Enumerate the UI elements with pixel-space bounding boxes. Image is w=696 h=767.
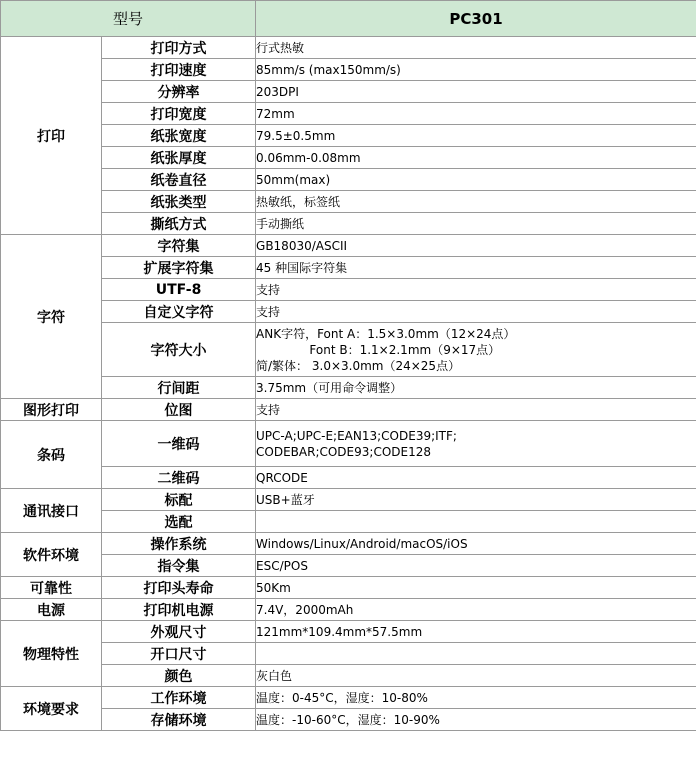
- table-row: [1, 169, 696, 191]
- spec-item: 存储环境: [102, 709, 256, 731]
- spec-value: 支持: [256, 279, 696, 301]
- spec-value: 行式热敏: [256, 37, 696, 59]
- category-chars: 字符: [1, 235, 102, 399]
- header-row: [1, 1, 696, 37]
- spec-item: 二维码: [102, 467, 256, 489]
- spec-item: 分辨率: [102, 81, 256, 103]
- spec-value: 50Km: [256, 577, 696, 599]
- spec-item: 指令集: [102, 555, 256, 577]
- spec-value: 121mm*109.4mm*57.5mm: [256, 621, 696, 643]
- table-row: [1, 191, 696, 213]
- spec-item: 自定义字符: [102, 301, 256, 323]
- category-graphics: 图形打印: [1, 399, 102, 421]
- spec-value: 热敏纸，标签纸: [256, 191, 696, 213]
- spec-value: [256, 643, 696, 665]
- spec-item: 颜色: [102, 665, 256, 687]
- spec-item: 字符集: [102, 235, 256, 257]
- spec-value: 45 种国际字符集: [256, 257, 696, 279]
- spec-item: 行间距: [102, 377, 256, 399]
- table-row: [1, 279, 696, 301]
- spec-item: 扩展字符集: [102, 257, 256, 279]
- spec-value: 3.75mm（可用命令调整）: [256, 377, 696, 399]
- table-row: [1, 643, 696, 665]
- spec-value: [256, 421, 696, 467]
- spec-item: 操作系统: [102, 533, 256, 555]
- category-env: 环境要求: [1, 687, 102, 731]
- spec-item: 打印方式: [102, 37, 256, 59]
- table-row: [1, 467, 696, 489]
- spec-item: 位图: [102, 399, 256, 421]
- category-barcode: 条码: [1, 421, 102, 489]
- table-row: [1, 489, 696, 511]
- value-line: CODEBAR;CODE93;CODE128: [256, 444, 431, 459]
- spec-item: 选配: [102, 511, 256, 533]
- model-name: PC301: [256, 1, 696, 37]
- spec-value: GB18030/ASCII: [256, 235, 696, 257]
- table-row: [1, 555, 696, 577]
- table-row: [1, 81, 696, 103]
- spec-value: 灰白色: [256, 665, 696, 687]
- spec-item: 纸张厚度: [102, 147, 256, 169]
- spec-item: 标配: [102, 489, 256, 511]
- value-line: 简/繁体： 3.0×3.0mm（24×25点）: [256, 358, 461, 373]
- table-row: [1, 147, 696, 169]
- table-row: [1, 103, 696, 125]
- spec-item: 字符大小: [102, 323, 256, 377]
- header-label: 型号: [1, 1, 256, 37]
- table-row: [1, 533, 696, 555]
- spec-value: 手动撕纸: [256, 213, 696, 235]
- table-row: [1, 709, 696, 731]
- table-row: [1, 621, 696, 643]
- spec-item: 撕纸方式: [102, 213, 256, 235]
- table-row: [1, 577, 696, 599]
- table-row: [1, 213, 696, 235]
- table-row: [1, 323, 696, 377]
- table-row: [1, 59, 696, 81]
- spec-value: 温度：-10-60°C，湿度：10-90%: [256, 709, 696, 731]
- spec-item: UTF-8: [102, 279, 256, 301]
- category-software: 软件环境: [1, 533, 102, 577]
- category-reliability: 可靠性: [1, 577, 102, 599]
- value-line: UPC-A;UPC-E;EAN13;CODE39;ITF;: [256, 428, 457, 443]
- table-row: [1, 399, 696, 421]
- table-row: [1, 235, 696, 257]
- spec-value: [256, 323, 696, 377]
- spec-value: 支持: [256, 399, 696, 421]
- spec-value: 7.4V，2000mAh: [256, 599, 696, 621]
- spec-item: 纸张宽度: [102, 125, 256, 147]
- spec-value: QRCODE: [256, 467, 696, 489]
- spec-value: 50mm(max): [256, 169, 696, 191]
- spec-value: USB+蓝牙: [256, 489, 696, 511]
- spec-item: 纸卷直径: [102, 169, 256, 191]
- spec-value: 79.5±0.5mm: [256, 125, 696, 147]
- spec-item: 一维码: [102, 421, 256, 467]
- value-line: ANK字符，Font A：1.5×3.0mm（12×24点）: [256, 326, 516, 341]
- category-print: 打印: [1, 37, 102, 235]
- spec-value: ESC/POS: [256, 555, 696, 577]
- category-comm: 通讯接口: [1, 489, 102, 533]
- table-row: [1, 125, 696, 147]
- spec-item: 开口尺寸: [102, 643, 256, 665]
- spec-item: 纸张类型: [102, 191, 256, 213]
- table-row: [1, 421, 696, 467]
- table-row: [1, 599, 696, 621]
- spec-item: 打印宽度: [102, 103, 256, 125]
- spec-value: 72mm: [256, 103, 696, 125]
- table-row: [1, 377, 696, 399]
- table-row: [1, 37, 696, 59]
- spec-value: 85mm/s (max150mm/s): [256, 59, 696, 81]
- spec-value: [256, 511, 696, 533]
- category-physical: 物理特性: [1, 621, 102, 687]
- spec-value: 0.06mm-0.08mm: [256, 147, 696, 169]
- spec-item: 打印速度: [102, 59, 256, 81]
- spec-item: 工作环境: [102, 687, 256, 709]
- table-row: [1, 687, 696, 709]
- spec-item: 打印机电源: [102, 599, 256, 621]
- spec-value: Windows/Linux/Android/macOS/iOS: [256, 533, 696, 555]
- value-line: Font B：1.1×2.1mm（9×17点）: [256, 342, 501, 357]
- spec-value: 203DPI: [256, 81, 696, 103]
- spec-item: 外观尺寸: [102, 621, 256, 643]
- table-row: [1, 257, 696, 279]
- spec-value: 温度：0-45°C，湿度：10-80%: [256, 687, 696, 709]
- spec-item: 打印头寿命: [102, 577, 256, 599]
- table-row: [1, 665, 696, 687]
- category-power: 电源: [1, 599, 102, 621]
- table-row: [1, 301, 696, 323]
- spec-value: 支持: [256, 301, 696, 323]
- table-row: [1, 511, 696, 533]
